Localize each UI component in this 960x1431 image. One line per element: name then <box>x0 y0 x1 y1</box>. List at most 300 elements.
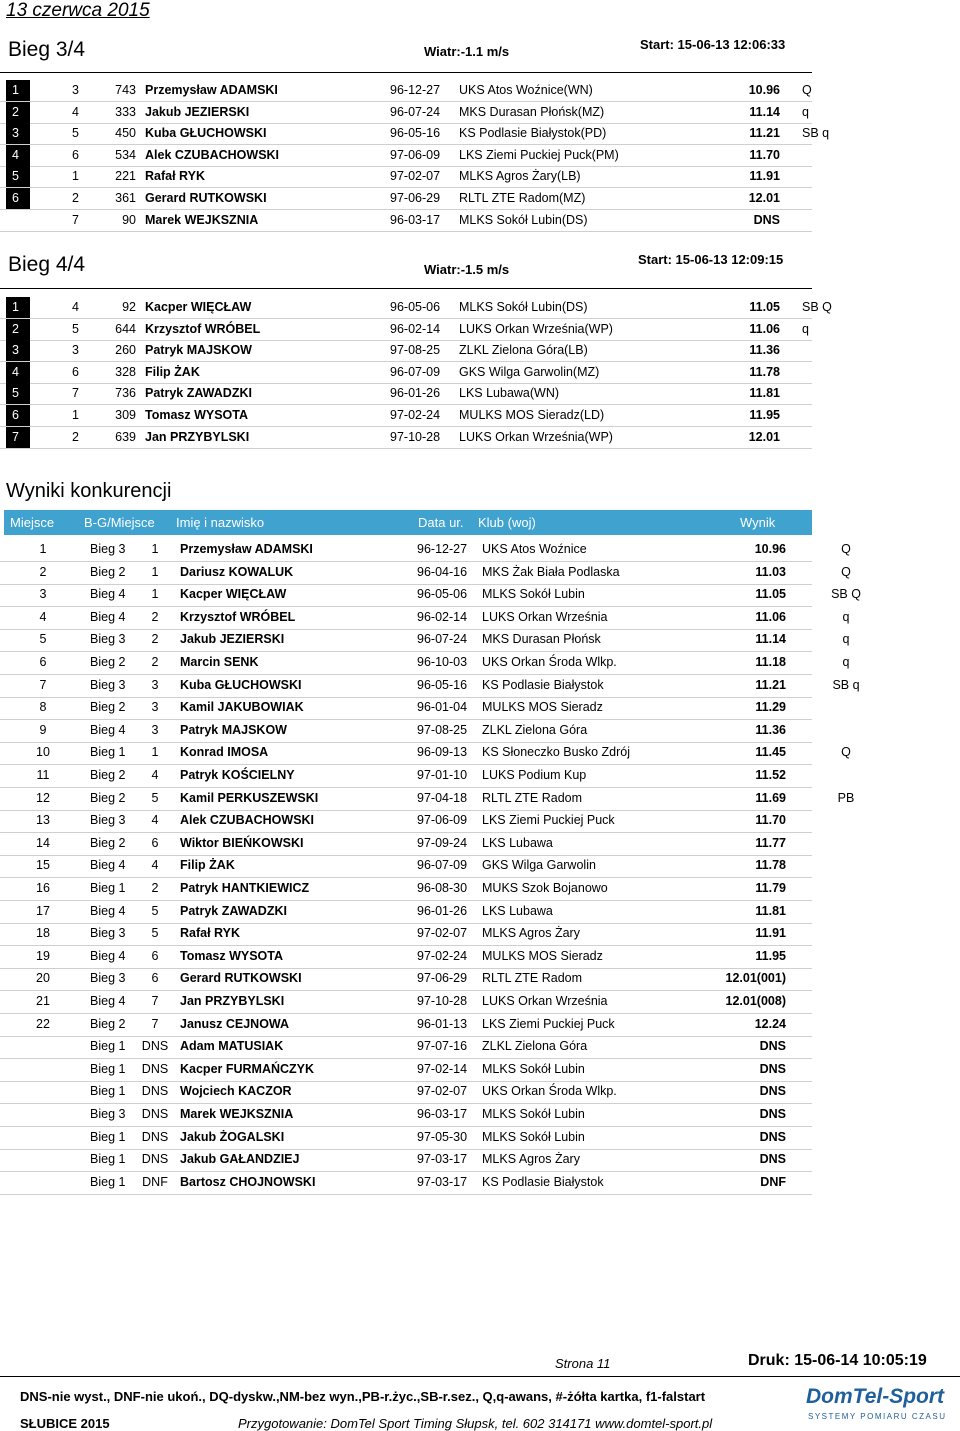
heat-name: Bieg 1 <box>90 1039 126 1054</box>
bib-cell: 361 <box>115 191 136 205</box>
club-name: LKS Ziemi Puckiej Puck(PM) <box>459 147 619 162</box>
bib-cell: 644 <box>115 321 136 336</box>
heat-place: 1 <box>151 745 159 760</box>
club-name: MLKS Agros Żary <box>482 926 580 941</box>
table-row <box>0 539 860 561</box>
overall-place: 16 <box>36 881 50 895</box>
club-name: ZLKL Zielona Góra <box>482 1039 588 1054</box>
place-cell: 3 <box>6 340 30 361</box>
athlete-name: Tomasz WYSOTA <box>180 948 284 963</box>
club-name: MULKS MOS Sieradz(LD) <box>459 408 605 422</box>
club-name: RLTL ZTE Radom(MZ) <box>459 191 586 205</box>
athlete-name: Filip ŻAK <box>180 858 235 873</box>
athlete-name: Patryk ZAWADZKI <box>145 386 252 401</box>
athlete-name: Krzysztof WRÓBEL <box>145 321 261 336</box>
heat-place: 4 <box>151 858 159 873</box>
club-name: KS Słoneczko Busko Zdrój <box>482 745 630 760</box>
club-name: MKS Żak Biała Podlaska <box>482 564 620 579</box>
table-row <box>0 405 812 426</box>
athlete-name: Marek WEJKSZNIA <box>145 212 259 227</box>
result-time: 10.96 <box>748 83 780 97</box>
athlete-name: Patryk MAJSKOW <box>180 722 287 737</box>
athlete-name: Kuba GŁUCHOWSKI <box>145 126 267 141</box>
heat-place: 1 <box>151 542 159 556</box>
birth-date: 96-12-27 <box>417 542 468 556</box>
place-cell: 4 <box>6 145 30 166</box>
table-row <box>0 584 860 606</box>
club-name: UKS Atos Woźnice <box>482 542 587 556</box>
bib-cell: 534 <box>115 147 136 162</box>
heat-place: 5 <box>151 926 159 941</box>
lane-cell: 4 <box>72 104 79 119</box>
athlete-name: Janusz CEJNOWA <box>180 1016 290 1031</box>
table-row <box>0 1036 860 1058</box>
birth-date: 96-09-13 <box>417 745 468 760</box>
heat-place: DNF <box>142 1174 168 1189</box>
heat-name: Bieg 4 <box>90 722 126 737</box>
heat-place: 2 <box>151 881 159 895</box>
birth-date: 97-06-09 <box>390 147 441 162</box>
heat-name: Bieg 1 <box>90 1084 126 1099</box>
table-row <box>0 427 812 448</box>
birth-date: 96-02-14 <box>390 321 441 336</box>
birth-date: 96-07-09 <box>417 858 468 873</box>
birth-date: 96-04-16 <box>417 564 468 579</box>
table-row <box>0 362 812 383</box>
birth-date: 97-06-29 <box>417 971 468 986</box>
qualification-mark: q <box>802 321 809 336</box>
result-time: 11.36 <box>755 722 786 737</box>
club-name: LUKS Orkan Września <box>482 994 608 1008</box>
result-time: 11.36 <box>749 343 780 358</box>
table-row <box>0 788 860 810</box>
qualification-mark: q <box>802 104 809 119</box>
heat-place: DNS <box>141 1084 169 1099</box>
club-name: LUKS Orkan Września(WP) <box>459 321 613 336</box>
club-name: MLKS Sokół Lubin <box>482 1061 585 1076</box>
heat-place: 5 <box>151 903 159 918</box>
club-name: MLKS Sokół Lubin(DS) <box>459 300 588 314</box>
result-time: 11.81 <box>755 903 786 918</box>
lane-cell: 3 <box>72 343 79 358</box>
heat-place: 1 <box>151 564 159 579</box>
place-cell: 3 <box>6 123 30 144</box>
athlete-name: Alek CZUBACHOWSKI <box>145 147 280 162</box>
result-time: 11.14 <box>755 632 786 647</box>
table-row <box>0 319 812 340</box>
overall-place: 8 <box>39 700 47 715</box>
club-name: MLKS Sokół Lubin <box>482 587 585 602</box>
result-time: 11.29 <box>755 700 786 715</box>
heat-name: Bieg 4 <box>90 994 126 1008</box>
divider <box>0 72 812 73</box>
overall-place: 6 <box>39 655 47 669</box>
lane-cell: 1 <box>72 408 79 422</box>
result-time: DNS <box>759 1061 786 1076</box>
table-row <box>0 629 860 651</box>
lane-cell: 2 <box>72 191 79 205</box>
table-row <box>0 652 860 674</box>
qualification-mark: PB <box>837 790 855 805</box>
birth-date: 96-07-24 <box>390 104 441 119</box>
heat-name: Bieg 2 <box>90 655 126 669</box>
overall-place: 22 <box>36 1016 50 1031</box>
heat-name: Bieg 2 <box>90 700 126 715</box>
page-date-title: 13 czerwca 2015 <box>6 0 150 21</box>
club-name: MULKS MOS Sieradz <box>482 948 603 963</box>
birth-date: 97-09-24 <box>417 835 468 850</box>
club-name: KS Podlasie Białystok(PD) <box>459 126 607 141</box>
club-name: ZLKL Zielona Góra(LB) <box>459 343 588 358</box>
table-row <box>0 166 812 187</box>
bib-cell: 743 <box>115 83 136 97</box>
athlete-name: Jakub JEZIERSKI <box>180 632 285 647</box>
club-name: MULKS MOS Sieradz <box>482 700 603 715</box>
result-time: DNF <box>760 1174 786 1189</box>
heat-place: 2 <box>151 655 159 669</box>
heat-name: Bieg 4 <box>90 609 126 624</box>
bib-cell: 221 <box>115 169 136 184</box>
heat-name: Bieg 4 <box>90 587 126 602</box>
athlete-name: Filip ŻAK <box>145 364 200 379</box>
table-row <box>0 1104 860 1126</box>
birth-date: 97-04-18 <box>417 790 468 805</box>
result-time: DNS <box>759 1129 786 1144</box>
overall-place: 12 <box>36 790 50 805</box>
athlete-name: Marcin SENK <box>180 655 259 669</box>
club-name: MLKS Agros Żary(LB) <box>459 169 581 184</box>
heat-place: 7 <box>151 994 159 1008</box>
athlete-name: Kamil PERKUSZEWSKI <box>180 790 319 805</box>
overall-place: 5 <box>39 632 47 647</box>
birth-date: 97-06-09 <box>417 813 468 828</box>
birth-date: 97-08-25 <box>390 343 441 358</box>
table-row <box>0 968 860 990</box>
heat-name: Bieg 1 <box>90 1152 126 1167</box>
result-time: 11.78 <box>755 858 786 873</box>
table-row <box>0 188 812 209</box>
heat-name: Bieg 2 <box>90 768 126 782</box>
table-row <box>0 720 860 742</box>
table-row <box>0 340 812 361</box>
result-time: 11.06 <box>755 609 786 624</box>
heat-place: 1 <box>151 587 159 602</box>
birth-date: 96-02-14 <box>417 609 468 624</box>
table-row <box>0 833 860 855</box>
lane-cell: 6 <box>72 147 79 162</box>
result-time: 12.01(008) <box>725 994 786 1008</box>
header-place: Miejsce <box>10 515 55 530</box>
club-name: MLKS Sokół Lubin(DS) <box>459 212 588 227</box>
qualification-mark: Q <box>841 745 851 760</box>
athlete-name: Patryk HANTKIEWICZ <box>180 881 310 895</box>
birth-date: 96-05-16 <box>417 677 468 692</box>
header-result: Wynik <box>740 515 776 530</box>
result-time: 11.45 <box>755 745 786 760</box>
result-time: 11.18 <box>755 655 786 669</box>
place-cell: 2 <box>6 102 30 123</box>
wind-reading: Wiatr:-1.5 m/s <box>424 262 510 277</box>
place-cell: 5 <box>6 383 30 404</box>
lane-cell: 1 <box>72 169 79 184</box>
result-time: 11.03 <box>755 564 786 579</box>
birth-date: 97-10-28 <box>417 994 468 1008</box>
lane-cell: 7 <box>72 212 79 227</box>
overall-place: 2 <box>39 564 47 579</box>
bib-cell: 260 <box>115 343 136 358</box>
club-name: LKS Lubawa <box>482 903 553 918</box>
birth-date: 97-02-24 <box>417 948 468 963</box>
club-name: ZLKL Zielona Góra <box>482 722 588 737</box>
result-time: 11.69 <box>755 790 786 805</box>
heat-name: Bieg 4 <box>90 858 126 873</box>
result-time: 11.52 <box>755 768 786 782</box>
header-dob: Data ur. <box>418 515 464 530</box>
row-divider <box>0 231 812 232</box>
table-row <box>0 562 860 584</box>
table-row <box>0 855 860 877</box>
place-cell: 4 <box>6 362 30 383</box>
table-row <box>0 878 860 900</box>
result-time: 11.95 <box>749 408 780 422</box>
qualification-mark: q <box>842 609 850 624</box>
athlete-name: Rafał RYK <box>145 169 205 184</box>
club-name: GKS Wilga Garwolin(MZ) <box>459 364 600 379</box>
qualification-mark: Q <box>802 83 812 97</box>
logo-subtitle: SYSTEMY POMIARU CZASU <box>808 1412 947 1421</box>
table-row <box>0 765 860 787</box>
birth-date: 96-01-13 <box>417 1016 468 1031</box>
heat-name: Bieg 2 <box>90 564 126 579</box>
result-time: 11.05 <box>755 587 786 602</box>
athlete-name: Patryk MAJSKOW <box>145 343 252 358</box>
table-row <box>0 210 812 231</box>
overall-place: 4 <box>39 609 47 624</box>
place-cell: 1 <box>6 80 30 101</box>
club-name: RLTL ZTE Radom <box>482 790 583 805</box>
heat-place: 3 <box>151 677 159 692</box>
result-time: 11.70 <box>755 813 786 828</box>
lane-cell: 4 <box>72 300 79 314</box>
bib-cell: 309 <box>115 408 136 422</box>
result-time: 11.05 <box>749 300 780 314</box>
heat-place: 6 <box>151 948 159 963</box>
table-row <box>0 810 860 832</box>
result-time: 12.01 <box>748 429 780 444</box>
competition-table-header <box>4 510 812 535</box>
birth-date: 97-06-29 <box>390 191 441 205</box>
birth-date: 97-03-17 <box>417 1152 468 1167</box>
result-time: 11.78 <box>749 364 780 379</box>
table-row <box>0 123 830 144</box>
overall-place: 13 <box>36 813 50 828</box>
table-row <box>0 607 860 629</box>
club-name: KS Podlasie Białystok <box>482 1174 604 1189</box>
club-name: LUKS Orkan Września(WP) <box>459 429 613 444</box>
table-row <box>0 1014 860 1036</box>
result-time: 11.70 <box>749 147 780 162</box>
club-name: MLKS Sokół Lubin <box>482 1107 585 1121</box>
heat-place: DNS <box>141 1107 169 1121</box>
result-time: 11.06 <box>749 321 780 336</box>
birth-date: 97-08-25 <box>417 722 468 737</box>
athlete-name: Jakub GAŁANDZIEJ <box>180 1152 300 1167</box>
heat-place: DNS <box>141 1152 169 1167</box>
result-time: DNS <box>759 1084 786 1099</box>
birth-date: 96-01-26 <box>390 386 441 401</box>
athlete-name: Kacper WIĘCŁAW <box>180 587 287 602</box>
athlete-name: Alek CZUBACHOWSKI <box>180 813 315 828</box>
athlete-name: Wiktor BIEŃKOWSKI <box>180 835 304 850</box>
lane-cell: 6 <box>72 364 79 379</box>
birth-date: 97-02-14 <box>417 1061 468 1076</box>
club-name: LKS Lubawa(WN) <box>459 386 560 401</box>
result-time: 10.96 <box>754 542 786 556</box>
birth-date: 96-03-17 <box>417 1107 468 1121</box>
table-row <box>0 946 860 968</box>
overall-place: 20 <box>36 971 50 986</box>
bib-cell: 328 <box>115 364 136 379</box>
qualification-mark: SB Q <box>831 587 861 602</box>
club-name: LKS Lubawa <box>482 835 553 850</box>
heat-name: Bieg 2 <box>90 1016 126 1031</box>
club-name: LUKS Orkan Września <box>482 609 608 624</box>
print-timestamp: Druk: 15-06-14 10:05:19 <box>748 1352 927 1369</box>
club-name: KS Podlasie Białystok <box>482 677 604 692</box>
heat-place: 2 <box>151 609 159 624</box>
heat-name: Bieg 3 <box>90 632 126 647</box>
athlete-name: Kamil JAKUBOWIAK <box>180 700 304 715</box>
club-name: GKS Wilga Garwolin <box>482 858 596 873</box>
birth-date: 96-01-26 <box>417 903 468 918</box>
bib-cell: 333 <box>115 104 136 119</box>
result-time: 11.81 <box>749 386 780 401</box>
start-time: Start: 15-06-13 12:06:33 <box>640 37 786 52</box>
bib-cell: 450 <box>115 126 136 141</box>
row-divider <box>0 448 812 449</box>
heat-name: Bieg 1 <box>90 1061 126 1076</box>
birth-date: 96-12-27 <box>390 83 441 97</box>
table-row <box>0 383 812 404</box>
table-row <box>0 80 812 101</box>
heat-name: Bieg 3 <box>90 926 126 941</box>
table-row <box>0 1149 860 1171</box>
start-time: Start: 15-06-13 12:09:15 <box>638 252 784 267</box>
heat-name: Bieg 3 <box>90 542 126 556</box>
athlete-name: Krzysztof WRÓBEL <box>180 609 296 624</box>
birth-date: 96-10-03 <box>417 655 468 669</box>
birth-date: 97-02-07 <box>390 169 441 184</box>
overall-place: 21 <box>36 994 50 1008</box>
qualification-mark: q <box>842 632 850 647</box>
heat-name: Bieg 2 <box>90 835 126 850</box>
bib-cell: 90 <box>122 212 136 227</box>
result-time: 11.91 <box>755 926 786 941</box>
club-name: UKS Orkan Środa Wlkp. <box>482 1084 617 1099</box>
overall-place: 9 <box>39 722 47 737</box>
birth-date: 97-05-30 <box>417 1129 468 1144</box>
footer-divider <box>0 1376 960 1377</box>
athlete-name: Jakub ŻOGALSKI <box>180 1129 285 1144</box>
heat-place: 3 <box>151 700 159 715</box>
heat-name: Bieg 3 <box>90 1107 126 1121</box>
club-name: UKS Atos Woźnice(WN) <box>459 83 593 97</box>
heat-name: Bieg 4 <box>90 948 126 963</box>
bib-cell: 92 <box>122 300 136 314</box>
table-row <box>0 697 860 719</box>
heat-place: DNS <box>141 1039 169 1054</box>
result-time: DNS <box>759 1107 786 1121</box>
athlete-name: Wojciech KACZOR <box>180 1084 292 1099</box>
table-row <box>0 1127 860 1149</box>
heat-place: 4 <box>151 768 159 782</box>
heat-place: DNS <box>141 1129 169 1144</box>
club-name: MKS Durasan Płońsk(MZ) <box>459 104 605 119</box>
abbreviation-legend: DNS-nie wyst., DNF-nie ukoń., DQ-dyskw.,NM-bez wyn.,PB-r.życ.,SB-r.sez., Q,q-awans, #-żółta kartka, f1-falstart <box>20 1389 706 1404</box>
result-time: 12.01 <box>748 191 780 205</box>
heat-place: 4 <box>151 813 159 828</box>
athlete-name: Jan PRZYBYLSKI <box>145 429 250 444</box>
place-cell: 1 <box>6 297 30 318</box>
athlete-name: Dariusz KOWALUK <box>180 564 294 579</box>
lane-cell: 5 <box>72 126 79 141</box>
timing-credit: Przygotowanie: DomTel Sport Timing Słupsk, tel. 602 314171 www.domtel-sport.pl <box>238 1416 713 1431</box>
bib-cell: 736 <box>115 386 136 401</box>
club-name: LKS Ziemi Puckiej Puck <box>482 813 615 828</box>
table-row <box>0 145 812 166</box>
athlete-name: Marek WEJKSZNIA <box>180 1107 294 1121</box>
club-name: UKS Orkan Środa Wlkp. <box>482 655 617 669</box>
place-cell: 2 <box>6 319 30 340</box>
result-time: 11.21 <box>755 677 786 692</box>
athlete-name: Kacper FURMAŃCZYK <box>180 1061 315 1076</box>
row-divider <box>0 1194 812 1195</box>
qualification-mark: SB q <box>802 126 830 141</box>
athlete-name: Przemysław ADAMSKI <box>180 542 313 556</box>
competition-title: Wyniki konkurencji <box>6 480 172 502</box>
qualification-mark: Q <box>841 542 851 556</box>
table-row <box>0 102 812 123</box>
overall-place: 18 <box>36 926 50 941</box>
heat-name: Bieg 1 <box>90 745 126 760</box>
header-heat-place: B-G/Miejsce <box>84 515 155 530</box>
birth-date: 97-10-28 <box>390 429 441 444</box>
club-name: LKS Ziemi Puckiej Puck <box>482 1016 615 1031</box>
qualification-mark: SB q <box>832 677 860 692</box>
heat-name: Bieg 3 <box>90 971 126 986</box>
table-row <box>0 923 860 945</box>
result-time: DNS <box>759 1039 786 1054</box>
lane-cell: 5 <box>72 321 79 336</box>
result-time: 11.79 <box>755 881 786 895</box>
place-cell: 6 <box>6 188 30 209</box>
header-club: Klub (woj) <box>478 515 536 530</box>
heat-place: 3 <box>151 722 159 737</box>
overall-place: 17 <box>36 903 50 918</box>
birth-date: 96-03-17 <box>390 212 441 227</box>
result-time: 11.21 <box>749 126 780 141</box>
athlete-name: Konrad IMOSA <box>180 745 269 760</box>
heat-name: Bieg 4 <box>90 903 126 918</box>
heat-place: 7 <box>151 1016 159 1031</box>
athlete-name: Jan PRZYBYLSKI <box>180 994 285 1008</box>
athlete-name: Gerard RUTKOWSKI <box>180 971 302 986</box>
overall-place: 1 <box>39 542 47 556</box>
event-city: SŁUBICE 2015 <box>20 1416 110 1431</box>
heat-place: 6 <box>151 971 159 986</box>
birth-date: 96-05-06 <box>390 300 441 314</box>
overall-place: 3 <box>39 587 47 602</box>
